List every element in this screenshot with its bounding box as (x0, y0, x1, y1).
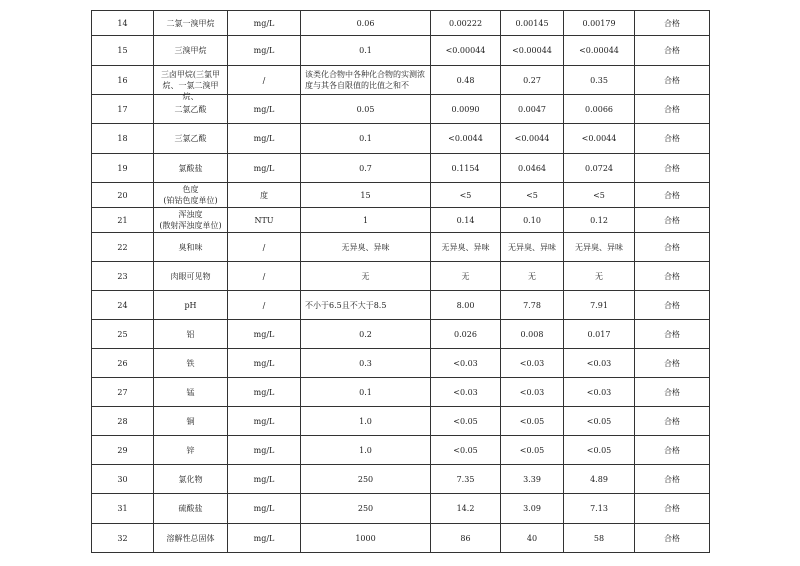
result-2: 0.10 (501, 208, 564, 233)
result-3: <0.05 (564, 436, 635, 465)
table-row (92, 11, 710, 36)
result-2: 40 (501, 524, 564, 553)
table-row (92, 524, 710, 553)
verdict-cell: 合格 (635, 262, 710, 291)
result-1: 无 (431, 262, 501, 291)
unit-cell: mg/L (228, 320, 301, 349)
result-2: <0.03 (501, 349, 564, 378)
verdict-cell: 合格 (635, 11, 710, 36)
result-3: <5 (564, 183, 635, 208)
verdict-cell: 合格 (635, 291, 710, 320)
limit-value: 250 (301, 465, 431, 494)
limit-value-text: 该类化合物中各种化合物的实测浓度与其各自限值的比值之和不 (305, 70, 425, 90)
unit-cell: mg/L (228, 378, 301, 407)
limit-value: 无异臭、异味 (301, 233, 431, 262)
unit-cell: / (228, 233, 301, 262)
item-name-line: 浑浊度 (178, 210, 203, 219)
item-name: 铝 (154, 320, 228, 349)
result-1: 86 (431, 524, 501, 553)
row-number: 28 (92, 407, 154, 436)
verdict-cell: 合格 (635, 95, 710, 124)
result-2: 无 (501, 262, 564, 291)
unit-cell: mg/L (228, 36, 301, 66)
result-2: 3.39 (501, 465, 564, 494)
item-name: 氯酸盐 (154, 154, 228, 183)
limit-value: 1 (301, 208, 431, 233)
row-number: 29 (92, 436, 154, 465)
water-quality-table (91, 10, 710, 553)
limit-value: 0.1 (301, 378, 431, 407)
result-1: 7.35 (431, 465, 501, 494)
verdict-cell: 合格 (635, 436, 710, 465)
item-name: 铁 (154, 349, 228, 378)
unit-cell: mg/L (228, 524, 301, 553)
result-3: <0.0044 (564, 124, 635, 154)
row-number: 20 (92, 183, 154, 208)
item-name: 二氯一溴甲烷 (154, 11, 228, 36)
unit-cell: mg/L (228, 465, 301, 494)
limit-value: 0.1 (301, 124, 431, 154)
result-2: <0.00044 (501, 36, 564, 66)
verdict-cell: 合格 (635, 66, 710, 95)
row-number: 31 (92, 494, 154, 524)
limit-value-text: 不小于6.5且不大于8.5 (305, 300, 387, 310)
result-2: 0.00145 (501, 11, 564, 36)
unit-cell: mg/L (228, 11, 301, 36)
unit-cell: mg/L (228, 124, 301, 154)
row-number: 21 (92, 208, 154, 233)
limit-value: 0.3 (301, 349, 431, 378)
row-number: 14 (92, 11, 154, 36)
item-name-unit-note: (铂钴色度单位) (163, 196, 218, 205)
unit-cell: / (228, 291, 301, 320)
result-3: 0.0066 (564, 95, 635, 124)
result-2: <0.03 (501, 378, 564, 407)
table-row (92, 154, 710, 183)
result-3: 7.13 (564, 494, 635, 524)
result-1: <0.0044 (431, 124, 501, 154)
table-row (92, 208, 710, 233)
limit-value (301, 66, 431, 95)
item-name-line: 色度 (182, 185, 199, 194)
table-row (92, 320, 710, 349)
table-row (92, 233, 710, 262)
limit-value: 0.05 (301, 95, 431, 124)
limit-value: 无 (301, 262, 431, 291)
row-number: 19 (92, 154, 154, 183)
item-name: 三氯乙酸 (154, 124, 228, 154)
verdict-cell: 合格 (635, 208, 710, 233)
result-2: <0.05 (501, 436, 564, 465)
result-1: 14.2 (431, 494, 501, 524)
item-name: pH (154, 291, 228, 320)
result-2: 0.0047 (501, 95, 564, 124)
result-2: 3.09 (501, 494, 564, 524)
verdict-cell: 合格 (635, 465, 710, 494)
result-3: 0.00179 (564, 11, 635, 36)
result-3: <0.03 (564, 349, 635, 378)
result-1: <0.03 (431, 349, 501, 378)
verdict-cell: 合格 (635, 407, 710, 436)
table-row (92, 378, 710, 407)
result-2: 0.27 (501, 66, 564, 95)
result-2: <0.05 (501, 407, 564, 436)
verdict-cell: 合格 (635, 524, 710, 553)
result-1: 无异臭、异味 (431, 233, 501, 262)
limit-value: 1.0 (301, 436, 431, 465)
result-1: 0.1154 (431, 154, 501, 183)
result-1: 8.00 (431, 291, 501, 320)
table-row (92, 436, 710, 465)
result-3: <0.03 (564, 378, 635, 407)
unit-cell: NTU (228, 208, 301, 233)
verdict-cell: 合格 (635, 36, 710, 66)
item-name: 铜 (154, 407, 228, 436)
table-body (92, 11, 710, 553)
unit-cell: / (228, 262, 301, 291)
item-name-unit-note: (散射浑浊度单位) (159, 221, 222, 230)
limit-value (301, 291, 431, 320)
unit-cell: mg/L (228, 349, 301, 378)
item-name (154, 208, 228, 233)
result-1: 0.026 (431, 320, 501, 349)
result-3: 无 (564, 262, 635, 291)
result-3: 0.35 (564, 66, 635, 95)
table-row (92, 66, 710, 95)
result-1: 0.48 (431, 66, 501, 95)
table-row (92, 36, 710, 66)
result-1: 0.00222 (431, 11, 501, 36)
verdict-cell: 合格 (635, 154, 710, 183)
limit-value: 0.1 (301, 36, 431, 66)
table-row (92, 465, 710, 494)
result-3: 0.12 (564, 208, 635, 233)
result-1: <0.05 (431, 436, 501, 465)
table-row (92, 262, 710, 291)
result-3: <0.05 (564, 407, 635, 436)
row-number: 32 (92, 524, 154, 553)
limit-value: 1.0 (301, 407, 431, 436)
table-row (92, 407, 710, 436)
verdict-cell: 合格 (635, 494, 710, 524)
result-3: 0.0724 (564, 154, 635, 183)
result-1: <0.03 (431, 378, 501, 407)
row-number: 25 (92, 320, 154, 349)
result-1: <0.05 (431, 407, 501, 436)
table-row (92, 349, 710, 378)
result-1: 0.0090 (431, 95, 501, 124)
result-3: 58 (564, 524, 635, 553)
limit-value: 250 (301, 494, 431, 524)
verdict-cell: 合格 (635, 320, 710, 349)
result-1: <5 (431, 183, 501, 208)
verdict-cell: 合格 (635, 233, 710, 262)
result-2: 0.0464 (501, 154, 564, 183)
item-name: 氯化物 (154, 465, 228, 494)
row-number: 23 (92, 262, 154, 291)
row-number: 26 (92, 349, 154, 378)
row-number: 24 (92, 291, 154, 320)
result-3: 0.017 (564, 320, 635, 349)
result-3: 4.89 (564, 465, 635, 494)
item-name: 三溴甲烷 (154, 36, 228, 66)
result-3: 7.91 (564, 291, 635, 320)
table-row (92, 124, 710, 154)
table-row (92, 494, 710, 524)
row-number: 27 (92, 378, 154, 407)
item-name: 锰 (154, 378, 228, 407)
limit-value: 0.7 (301, 154, 431, 183)
item-name: 二氯乙酸 (154, 95, 228, 124)
table-row (92, 183, 710, 208)
verdict-cell: 合格 (635, 349, 710, 378)
unit-cell: 度 (228, 183, 301, 208)
result-2: <5 (501, 183, 564, 208)
item-name (154, 183, 228, 208)
result-3: 无异臭、异味 (564, 233, 635, 262)
row-number: 15 (92, 36, 154, 66)
row-number: 17 (92, 95, 154, 124)
item-name: 锌 (154, 436, 228, 465)
verdict-cell: 合格 (635, 124, 710, 154)
item-name: 溶解性总固体 (154, 524, 228, 553)
result-3: <0.00044 (564, 36, 635, 66)
row-number: 22 (92, 233, 154, 262)
row-number: 16 (92, 66, 154, 95)
result-2: 7.78 (501, 291, 564, 320)
unit-cell: mg/L (228, 154, 301, 183)
item-name-text: 三卤甲烷(三氯甲烷、一氯二溴甲烷、 (160, 70, 221, 101)
unit-cell: / (228, 66, 301, 95)
result-1: <0.00044 (431, 36, 501, 66)
row-number: 30 (92, 465, 154, 494)
result-2: 0.008 (501, 320, 564, 349)
verdict-cell: 合格 (635, 378, 710, 407)
limit-value: 0.06 (301, 11, 431, 36)
limit-value: 1000 (301, 524, 431, 553)
limit-value: 15 (301, 183, 431, 208)
unit-cell: mg/L (228, 407, 301, 436)
verdict-cell: 合格 (635, 183, 710, 208)
unit-cell: mg/L (228, 95, 301, 124)
result-2: <0.0044 (501, 124, 564, 154)
unit-cell: mg/L (228, 436, 301, 465)
item-name: 肉眼可见物 (154, 262, 228, 291)
result-2: 无异臭、异味 (501, 233, 564, 262)
row-number: 18 (92, 124, 154, 154)
item-name: 臭和味 (154, 233, 228, 262)
table-row (92, 291, 710, 320)
limit-value: 0.2 (301, 320, 431, 349)
result-1: 0.14 (431, 208, 501, 233)
unit-cell: mg/L (228, 494, 301, 524)
item-name (154, 66, 228, 101)
item-name: 硫酸盐 (154, 494, 228, 524)
